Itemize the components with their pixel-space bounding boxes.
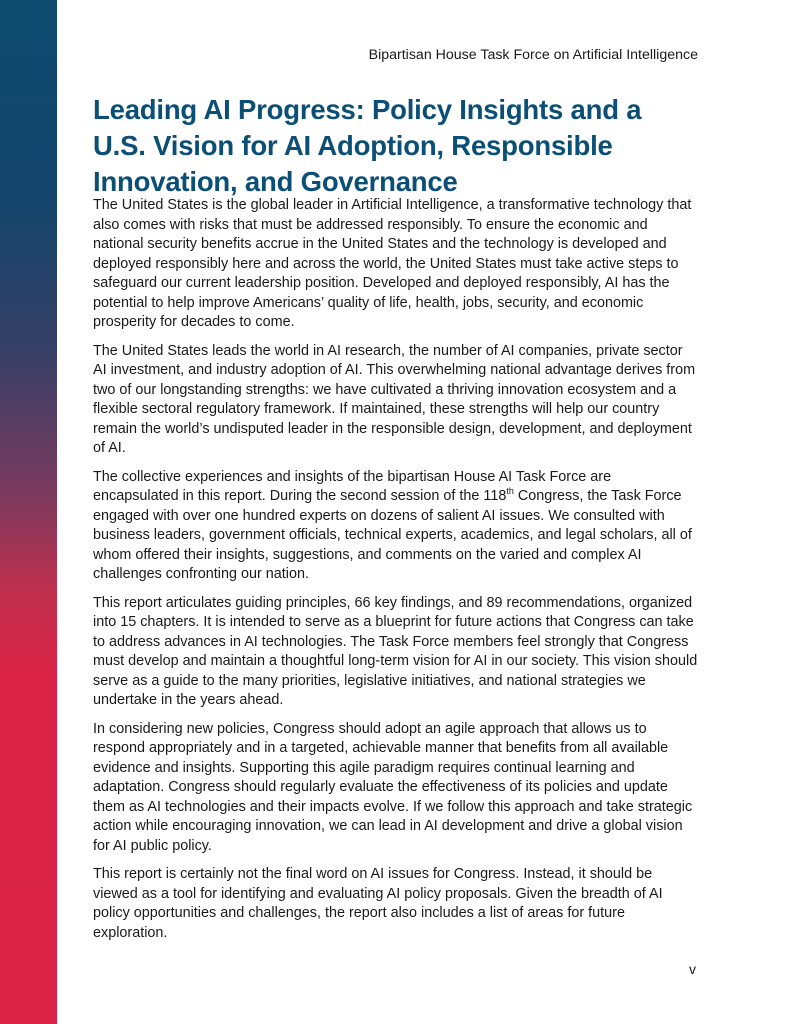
page-title: Leading AI Progress: Policy Insights and a U.S. Vision for AI Adoption, Responsible Innovation, and Governance	[93, 94, 642, 197]
running-header: Bipartisan House Task Force on Artificial Intelligence	[368, 47, 698, 63]
task-force-text-start: The collective experiences and insights of the bipartisan House AI Task Force are encapsulated in this report. During the second session of the 118	[93, 468, 612, 504]
body-text	[93, 196, 699, 952]
paragraph-research-lead: The United States leads the world in AI research, the number of AI companies, private sector AI investment, and industry adoption of AI. This overwhelming national advantage derives from two of our longstanding strengths: we have cultivated a thriving innovation ecosystem and a flexible sectoral regulatory framework. If maintained, these strengths will help our country remain the world’s undisputed leader in the responsible design, development, and deployment of AI.	[93, 342, 696, 456]
ordinal-superscript: th	[506, 486, 514, 497]
paragraph-report-scope: This report articulates guiding principles, 66 key findings, and 89 recommendations, organized into 15 chapters. It is intended to serve as a blueprint for future actions that Congress can take to address advances in AI technologies. The Task Force members feel strongly that Congress must develop and maintain a thoughtful long-term vision for AI in our society. This vision should serve as a guide to the many priorities, legislative initiatives, and national strategies we undertake in the years ahead.	[93, 594, 698, 708]
paragraph-final-word: This report is certainly not the final word on AI issues for Congress. Instead, it should be viewed as a tool for identifying and evaluating AI policy proposals. Given the breadth of AI policy opportunities and challenges, the report also includes a list of areas for future exploration.	[93, 866, 663, 941]
task-force-text-end: Congress, the Task Force engaged with over one hundred experts on dozens of salient AI issues. We consulted with business leaders, government officials, technical experts, academics, and legal scholars, all of whom offered their insights, suggestions, and comments on the varied and complex AI challenges confronting our nation.	[93, 488, 692, 582]
decorative-side-bar	[0, 0, 57, 1024]
paragraph-leadership: The United States is the global leader in Artificial Intelligence, a transformative technology that also comes with risks that must be addressed responsibly. To ensure the economic and national security benefits accrue in the United States and the technology is developed and deployed responsibly here and across the world, the United States must take active steps to safeguard our current leadership position. Developed and deployed responsibly, AI has the potential to help improve Americans’ quality of life, health, jobs, security, and economic prosperity for decades to come.	[93, 197, 692, 330]
paragraph-agile-approach: In considering new policies, Congress should adopt an agile approach that allows us to respond appropriately and in a targeted, achievable manner that benefits from all available evidence and insights. Supporting this agile paradigm requires continual learning and adaptation. Congress should regularly evaluate the effectiveness of its policies and update them as AI technologies and their impacts evolve. If we follow this approach and take strategic action while encouraging innovation, we can lead in AI development and drive a global vision for AI public policy.	[93, 720, 693, 854]
paragraph-task-force	[93, 468, 699, 585]
page-number: v	[689, 961, 696, 977]
